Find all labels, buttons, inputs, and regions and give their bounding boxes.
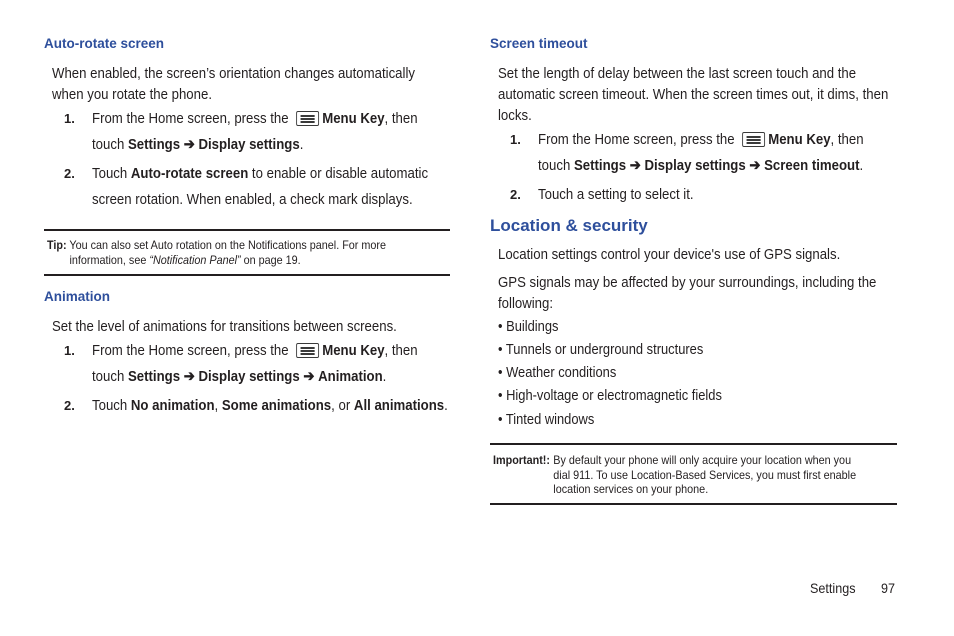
arrow-icon: ➔ (303, 368, 315, 385)
step-text: touch (92, 136, 125, 153)
important-line: dial 911. To use Location-Based Services, you must first enable (553, 467, 857, 482)
step-text: to enable or disable automatic (251, 165, 429, 182)
auto-rotate-heading: Auto-rotate screen (44, 36, 165, 51)
step-number: 1. (510, 132, 521, 147)
tip-note (47, 238, 443, 267)
important-text (553, 453, 856, 497)
list-item: • High-voltage or electromagnetic fields (498, 387, 722, 404)
important-line: location services on your phone. (553, 482, 709, 496)
step-number: 1. (64, 343, 75, 358)
list-item: • Tunnels or underground structures (498, 341, 704, 358)
step-number: 1. (64, 111, 75, 126)
important-bottom-rule (490, 503, 897, 505)
path-animation: Animation (318, 368, 383, 385)
step-text: . (382, 368, 387, 385)
step-text: screen rotation. When enabled, a check mark displays. (92, 191, 413, 208)
option-some-animations: Some animations (221, 397, 332, 414)
option-no-animation: No animation (130, 397, 215, 414)
step-number: 2. (64, 398, 75, 413)
screen-timeout-intro: Set the length of delay between the last screen touch and the automatic screen timeout. When the screen times out, it dims, then locks. (498, 65, 889, 124)
arrow-icon: ➔ (183, 136, 195, 153)
tip-text: information, see (69, 252, 147, 267)
menu-key-label: Menu Key (322, 342, 385, 359)
step-text: Touch a setting to select it. (538, 186, 694, 203)
path-display-settings: Display settings (644, 157, 746, 174)
arrow-icon: ➔ (749, 157, 761, 174)
step-text: , then (830, 131, 864, 148)
path-settings: Settings (573, 157, 627, 174)
step-text: . (859, 157, 864, 174)
screen-timeout-heading: Screen timeout (490, 36, 588, 51)
tip-text: on page 19. (243, 252, 301, 267)
step-text: , (214, 397, 219, 414)
step-text: Touch (92, 165, 128, 182)
step-text: , then (384, 110, 418, 127)
gps-paragraph: GPS signals may be affected by your surroundings, including the following: (498, 274, 877, 312)
step-text: , or (331, 397, 351, 414)
menu-key-icon (296, 111, 319, 126)
option-all-animations: All animations (353, 397, 445, 414)
arrow-icon: ➔ (629, 157, 641, 174)
path-screen-timeout: Screen timeout (764, 157, 860, 174)
menu-key-icon (742, 132, 765, 147)
location-security-heading: Location & security (490, 216, 648, 235)
step-text: , then (384, 342, 418, 359)
step-text: touch (538, 157, 571, 174)
step-text: Touch (92, 397, 128, 414)
option-auto-rotate: Auto-rotate screen (130, 165, 249, 182)
step-text: From the Home screen, press the (92, 110, 289, 127)
list-item: • Tinted windows (498, 411, 595, 428)
important-top-rule (490, 443, 897, 445)
important-label: Important!: (493, 453, 550, 467)
tip-text: You can also set Auto rotation on the Notifications panel. For more (69, 238, 387, 252)
arrow-icon: ➔ (183, 368, 195, 385)
step-text: touch (92, 368, 125, 385)
path-display-settings: Display settings (198, 136, 300, 153)
path-display-settings: Display settings (198, 368, 300, 385)
location-intro: Location settings control your device's use of GPS signals. (498, 246, 841, 263)
tip-label: Tip: (47, 238, 67, 252)
step-text: . (444, 397, 448, 414)
menu-key-icon (296, 343, 319, 358)
step-text: From the Home screen, press the (538, 131, 735, 148)
step-number: 2. (510, 187, 521, 202)
menu-key-label: Menu Key (768, 131, 831, 148)
step-number: 2. (64, 166, 75, 181)
path-settings: Settings (127, 136, 181, 153)
footer-section: Settings (810, 580, 856, 596)
step-text: . (299, 136, 304, 153)
animation-heading: Animation (44, 289, 110, 304)
list-item: • Buildings (498, 318, 559, 335)
tip-reference: “Notification Panel” (149, 252, 241, 267)
step-text: From the Home screen, press the (92, 342, 289, 359)
important-line: By default your phone will only acquire your location when you (553, 453, 852, 467)
tip-bottom-rule (44, 274, 450, 276)
list-item: • Weather conditions (498, 364, 617, 381)
animation-intro: Set the level of animations for transitions between screens. (52, 318, 397, 335)
auto-rotate-intro: When enabled, the screen’s orientation changes automatically when you rotate the phone. (52, 65, 415, 103)
path-settings: Settings (127, 368, 181, 385)
menu-key-label: Menu Key (322, 110, 385, 127)
tip-top-rule (44, 229, 450, 231)
page-number: 97 (881, 580, 896, 596)
